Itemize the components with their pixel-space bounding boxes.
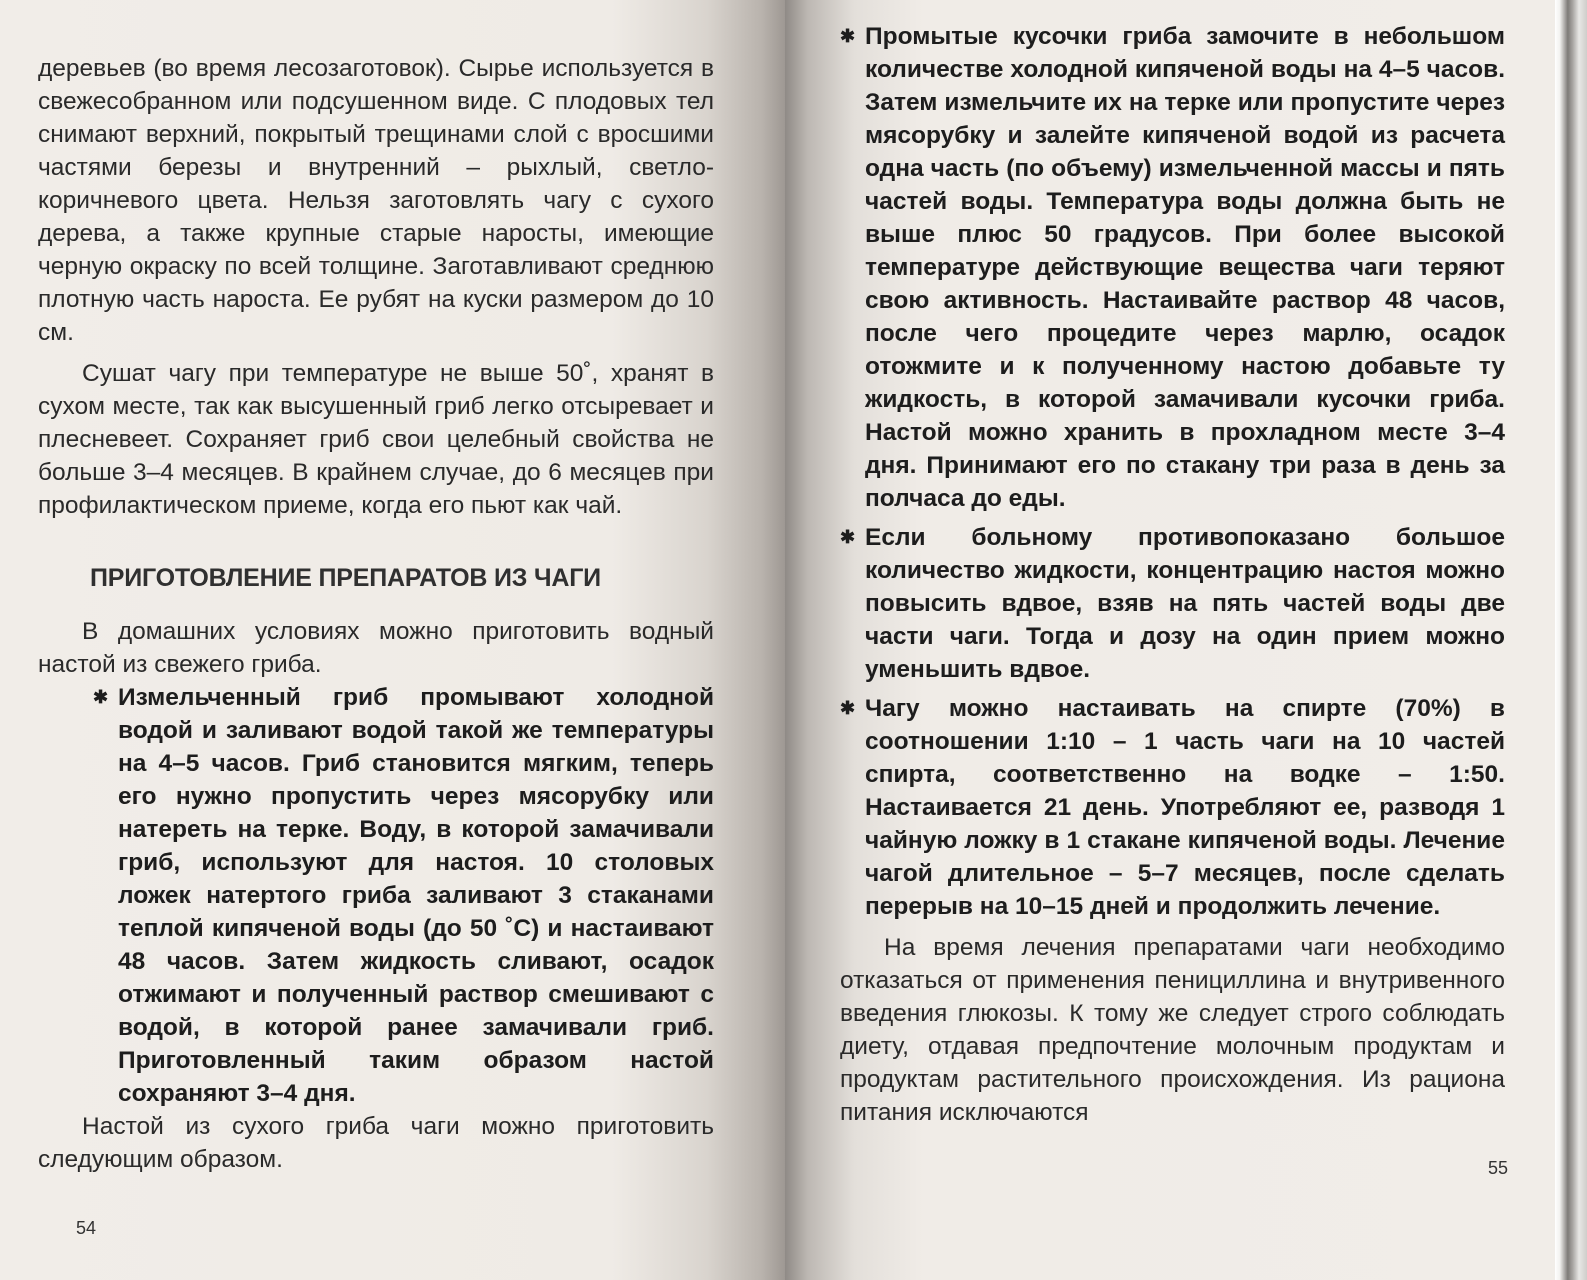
paragraph-home-preparation: В домашних условиях можно приготовить водный настой из свежего гриба.	[38, 618, 714, 678]
bullet-text: Измельченный гриб промывают холодной водой и заливают водой такой же температуры на 4–5 часов. Гриб становится мягким, теперь его нужно пропустить через мясорубку или натереть на терке. Воду, в которой замачивали гриб, используют для настоя. 10 столовых ложек натертого гриба заливают 3 стаканами теплой кипяченой воды (до 50 ˚С) и настаивают 48 часов. Затем жидкость сливают, осадок отжимают и полученный раствор смешивают с водой, в которой ранее замачивали гриб. Приготовленный таким образом настой сохраняют 3–4 дня.	[118, 684, 714, 1107]
right-page	[785, 0, 1555, 1280]
asterisk-bullet-icon: ✱	[840, 527, 856, 547]
bullet-item-alcohol-tincture	[840, 692, 1505, 923]
asterisk-bullet-icon: ✱	[93, 687, 109, 707]
paragraph-treatment-diet: На время лечения препаратами чаги необходимо отказаться от применения пенициллина и внутривенного введения глюкозы. К тому же следует строго соблюдать диету, отдавая предпочтение молочным продуктам и продуктам растительного происхождения. Из рациона питания исключаются	[840, 934, 1505, 1126]
asterisk-bullet-icon: ✱	[840, 698, 856, 718]
page-number-left: 54	[76, 1218, 97, 1238]
asterisk-bullet-icon: ✱	[840, 26, 856, 46]
right-page-text	[840, 20, 1505, 1129]
left-page-text	[38, 52, 714, 1176]
bullet-item-fresh-infusion	[93, 681, 714, 1110]
paragraph-drying-storage: Сушат чагу при температуре не выше 50˚, хранят в сухом месте, так как высушенный гриб легко отсыревает и плесневеет. Сохраняет гриб свои целебный свойства не больше 3–4 месяцев. В крайнем случае, до 6 месяцев при профилактическом приеме, когда его пьют как чай.	[38, 360, 714, 519]
book-page-edge	[1555, 0, 1587, 1280]
bullet-text: Если больному противопоказано большое количество жидкости, концентрацию настоя можно повысить вдвое, взяв на пять частей воды две части чаги. Тогда и дозу на один прием можно уменьшить вдвое.	[865, 524, 1505, 683]
bullet-item-concentrated-infusion	[840, 521, 1505, 686]
paragraph-dry-mushroom-intro: Настой из сухого гриба чаги можно приготовить следующим образом.	[38, 1113, 714, 1173]
section-heading: ПРИГОТОВЛЕНИЕ ПРЕПАРАТОВ ИЗ ЧАГИ	[90, 564, 601, 592]
paragraph-harvesting: деревьев (во время лесозаготовок). Сырье используется в свежесобранном или подсушенном виде. С плодовых тел снимают верхний, покрытый трещинами слой с вросшими частями березы и внутренний – рыхлый, светло-коричневого цвета. Нельзя заготовлять чагу с сухого дерева, а также крупные старые наросты, имеющие черную окраску по всей толщине. Заготавливают среднюю плотную часть нароста. Ее рубят на куски размером до 10 см.	[38, 55, 714, 346]
bullet-text: Промытые кусочки гриба замочите в небольшом количестве холодной кипяченой воды на 4–5 часов. Затем измельчите их на терке или пропустите через мясорубку и залейте кипяченой водой из расчета одна часть (по объему) измельченной массы и пять частей воды. Температура воды должна быть не выше плюс 50 градусов. При более высокой температуре действующие вещества чаги теряют свою активность. Настаивайте раствор 48 часов, после чего процедите через марлю, осадок отожмите и к полученному настою добавьте ту жидкость, в которой замачивали кусочки гриба. Настой можно хранить в прохладном месте 3–4 дня. Принимают его по стакану три раза в день за полчаса до еды.	[865, 23, 1505, 512]
bullet-text: Чагу можно настаивать на спирте (70%) в соотношении 1:10 – 1 часть чаги на 10 частей спирта, соответственно на водке – 1:50. Настаивается 21 день. Употребляют ее, разводя 1 чайную ложку в 1 стакане кипяченой воды. Лечение чагой длительное – 5–7 месяцев, после сделать перерыв на 10–15 дней и продолжить лечение.	[865, 695, 1505, 920]
page-number-right: 55	[1488, 1158, 1509, 1178]
bullet-item-dry-infusion	[840, 20, 1505, 515]
left-page	[0, 0, 785, 1280]
